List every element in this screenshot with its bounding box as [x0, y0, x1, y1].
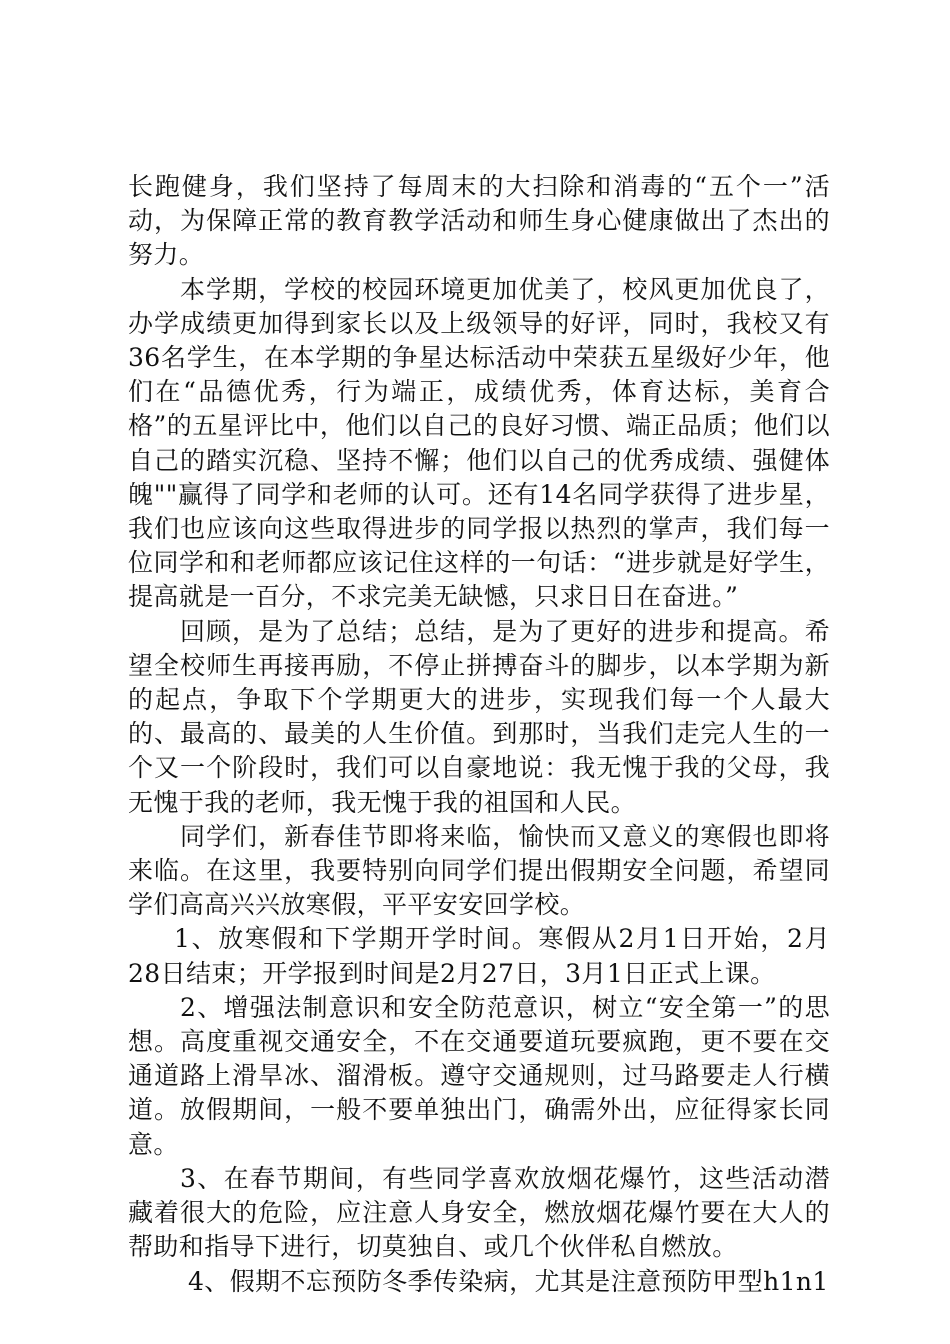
list-item-disease-prevention: 4、假期不忘预防冬季传染病，尤其是注意预防甲型h1n1 [188, 1266, 829, 1296]
document-body [128, 170, 830, 1299]
list-item-holiday-dates: 1、放寒假和下学期开学时间。寒假从2月1日开始，2月28日结束；开学报到时间是2月27日，3月1日正式上课。 [128, 924, 830, 988]
list-item-fireworks: 3、在春节期间，有些同学喜欢放烟花爆竹，这些活动潜藏着很大的危险，应注意人身安全，燃放烟花爆竹要在大人的帮助和指导下进行，切莫独自、或几个伙伴私自燃放。 [128, 1163, 830, 1262]
list-item-safety-awareness: 2、增强法制意识和安全防范意识，树立“安全第一”的思想。高度重视交通安全，不在交通要道玩要疯跑，更不要在交通道路上滑旱冰、溜滑板。遵守交通规则，过马路要走人行横道。放假期间，一般不要单独出门，确需外出，应征得家长同意。 [128, 992, 830, 1159]
paragraph-review: 回顾，是为了总结；总结，是为了更好的进步和提高。希望全校师生再接再励，不停止拼搏奋斗的脚步，以本学期为新的起点，争取下个学期更大的进步，实现我们每一个人最大的、最高的、最美的人生价值。到那时，当我们走完人生的一个又一个阶段时，我们可以自豪地说：我无愧于我的父母，我无愧于我的老师，我无愧于我的祖国和人民。 [128, 616, 830, 817]
paragraph-semester-summary: 本学期，学校的校园环境更加优美了，校风更加优良了，办学成绩更加得到家长以及上级领导的好评，同时，我校又有36名学生，在本学期的争星达标活动中荣获五星级好少年，他们在“品德优秀，行为端正，成绩优秀，体育达标，美育合格”的五星评比中，他们以自己的良好习惯、端正品质；他们以自己的踏实沉稳、坚持不懈；他们以自己的优秀成绩、强健体魄""赢得了同学和老师的认可。还有14名同学获得了进步星，我们也应该向这些取得进步的同学报以热烈的掌声，我们每一位同学和和老师都应该记住这样的一句话：“进步就是好学生，提高就是一百分，不求完美无缺憾，只求日日在奋进。” [128, 274, 830, 612]
paragraph-holiday-intro: 同学们，新春佳节即将来临，愉快而又意义的寒假也即将来临。在这里，我要特别向同学们提出假期安全问题，希望同学们高高兴兴放寒假，平平安安回学校。 [128, 821, 830, 920]
paragraph-continuation: 长跑健身，我们坚持了每周末的大扫除和消毒的“五个一”活动，为保障正常的教育教学活动和师生身心健康做出了杰出的努力。 [128, 172, 830, 270]
